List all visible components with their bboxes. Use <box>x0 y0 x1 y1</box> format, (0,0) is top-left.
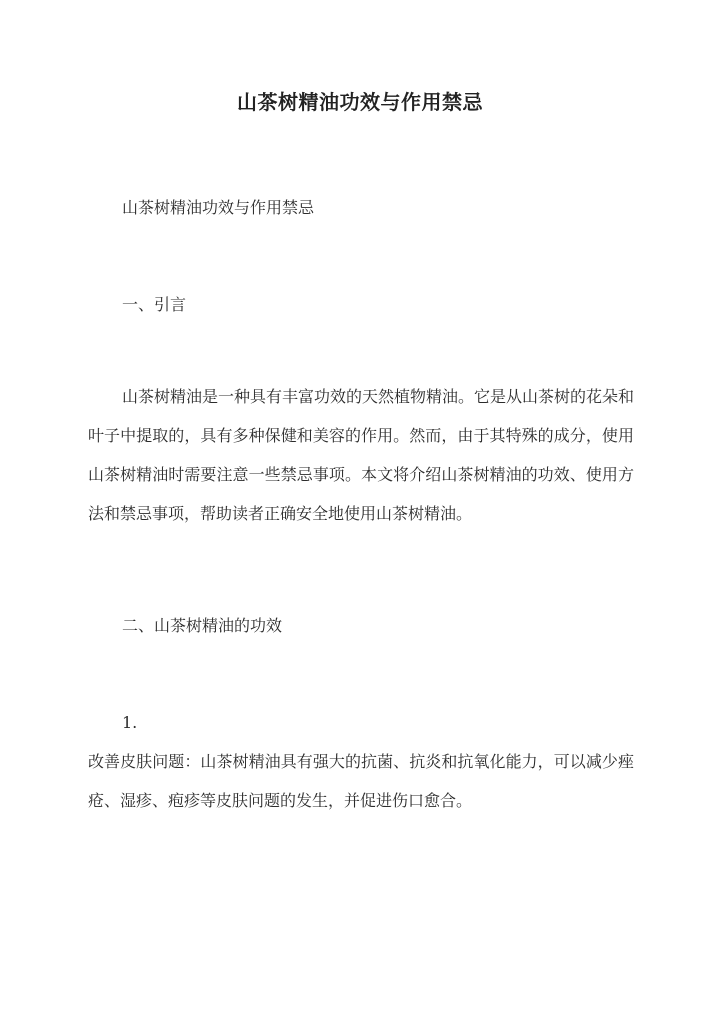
section-heading-introduction: 一、引言 <box>122 295 187 314</box>
section-heading-benefits: 二、山茶树精油的功效 <box>122 616 283 635</box>
document-subtitle: 山茶树精油功效与作用禁忌 <box>122 198 315 217</box>
list-item-number: 1. <box>122 713 138 732</box>
intro-paragraph: 山茶树精油是一种具有丰富功效的天然植物精油。它是从山茶树的花朵和叶子中提取的，具有多种保健和美容的作用。然而，由于其特殊的成分，使用山茶树精油时需要注意一些禁忌事项。本文将介绍山茶树精油的功效、使用方法和禁忌事项，帮助读者正确安全地使用山茶树精油。 <box>88 387 635 523</box>
list-item-text: 改善皮肤问题：山茶树精油具有强大的抗菌、抗炎和抗氧化能力，可以减少痤疮、湿疹、疱疹等皮肤问题的发生，并促进伤口愈合。 <box>88 752 634 810</box>
document-title: 山茶树精油功效与作用禁忌 <box>237 90 483 114</box>
